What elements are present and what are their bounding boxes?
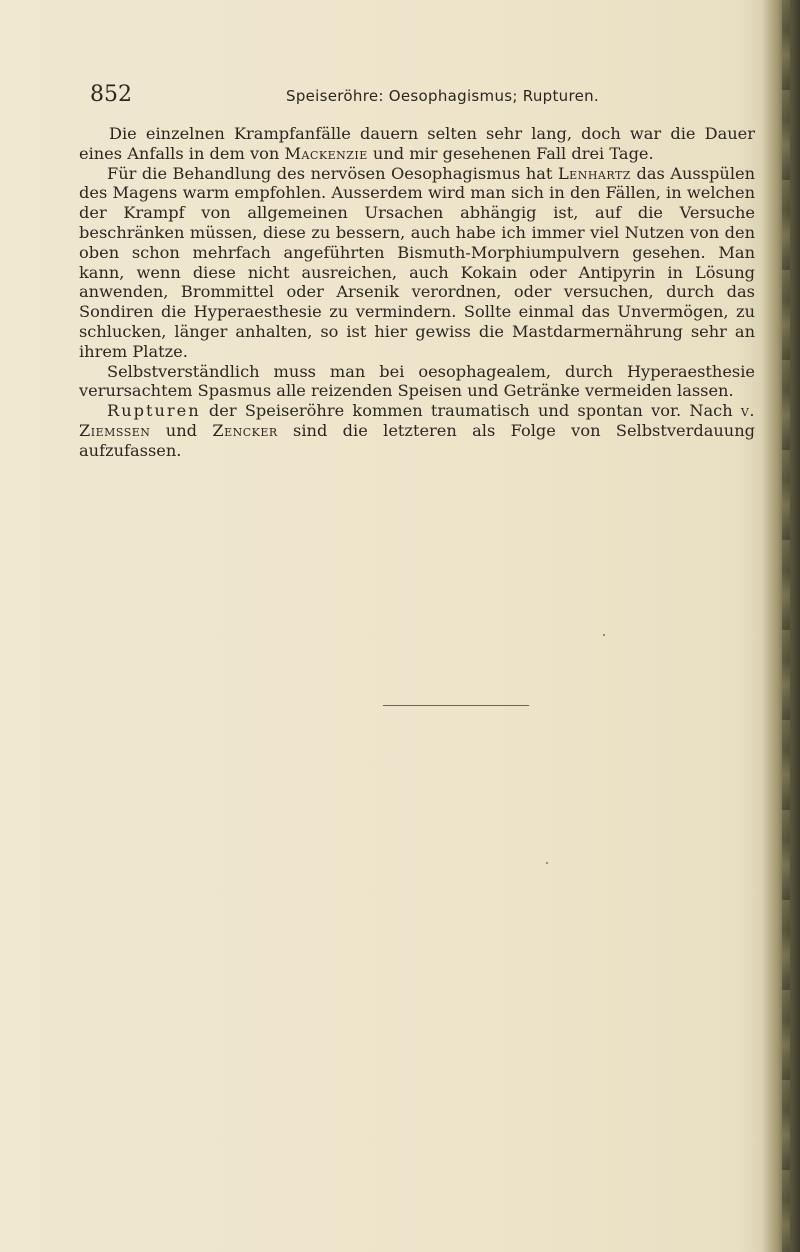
author-lenhartz: Lenhartz [557, 163, 631, 183]
paragraph-1-text-a: Die einzelnen Krampfanfälle dauern selten sehr lang, doch war die Dauer eines Anfalls in dem von [79, 124, 755, 163]
term-rupturen: Rupturen [107, 401, 201, 421]
paragraph-4-text-c: sind die letzteren als Folge von Selbstverdauung aufzufassen. [79, 420, 755, 460]
paper-speck [603, 634, 605, 636]
page-edge-stack [782, 0, 790, 1252]
author-mackenzie: Mackenzie [284, 143, 368, 163]
page-edge-shadow [762, 0, 800, 1252]
running-title: Speiseröhre: Oesophagismus; Rupturen. [286, 87, 600, 105]
paragraph-1-text-b: und mir gesehenen Fall drei Tage. [367, 143, 654, 163]
paragraph-3 [79, 362, 755, 402]
paragraph-4-text-a: der Speiseröhre kommen traumatisch und spontan vor. Nach [200, 401, 741, 421]
paragraph-4 [79, 401, 755, 460]
section-divider-rule [383, 705, 529, 706]
paragraph-2-text-b: das Ausspülen des Magens warm empfohlen. Ausserdem wird man sich in den Fällen, in welchen der Krampf von allgemeinen Ursachen abhängig ist, auf die Versuche beschränken müssen, diese zu bessern, auch habe ich immer viel Nutzen von den oben schon mehrfach angeführten Bismuth-Morphiumpulvern gesehen. Man kann, wenn diese nicht ausreichen, auch Kokain oder Antipyrin in Lösung anwenden, Brommittel oder Arsenik verordnen, oder versuchen, durch das Sondiren die Hyperaesthesie zu vermindern. Sollte einmal das Unvermögen, zu schlucken, länger anhalten, so ist hier gewiss die Mastdarmernährung sehr an ihrem Platze. [79, 163, 756, 361]
paragraph-2 [79, 164, 755, 362]
body-text [79, 124, 755, 461]
paragraph-1 [79, 124, 755, 164]
author-zencker: Zencker [212, 420, 278, 440]
paragraph-4-text-b: und [150, 420, 213, 440]
paragraph-2-text-a: Für die Behandlung des nervösen Oesophagismus hat [107, 163, 558, 183]
paper-speck [546, 862, 548, 864]
author-ziemssen: v. Ziemssen [79, 401, 755, 440]
page-number: 852 [90, 82, 132, 107]
paragraph-3-text: Selbstverständlich muss man bei oesophagealem, durch Hyperaesthesie verursachtem Spasmus alle reizenden Speisen und Getränke vermeiden lassen. [79, 361, 755, 401]
page-header [90, 82, 750, 110]
